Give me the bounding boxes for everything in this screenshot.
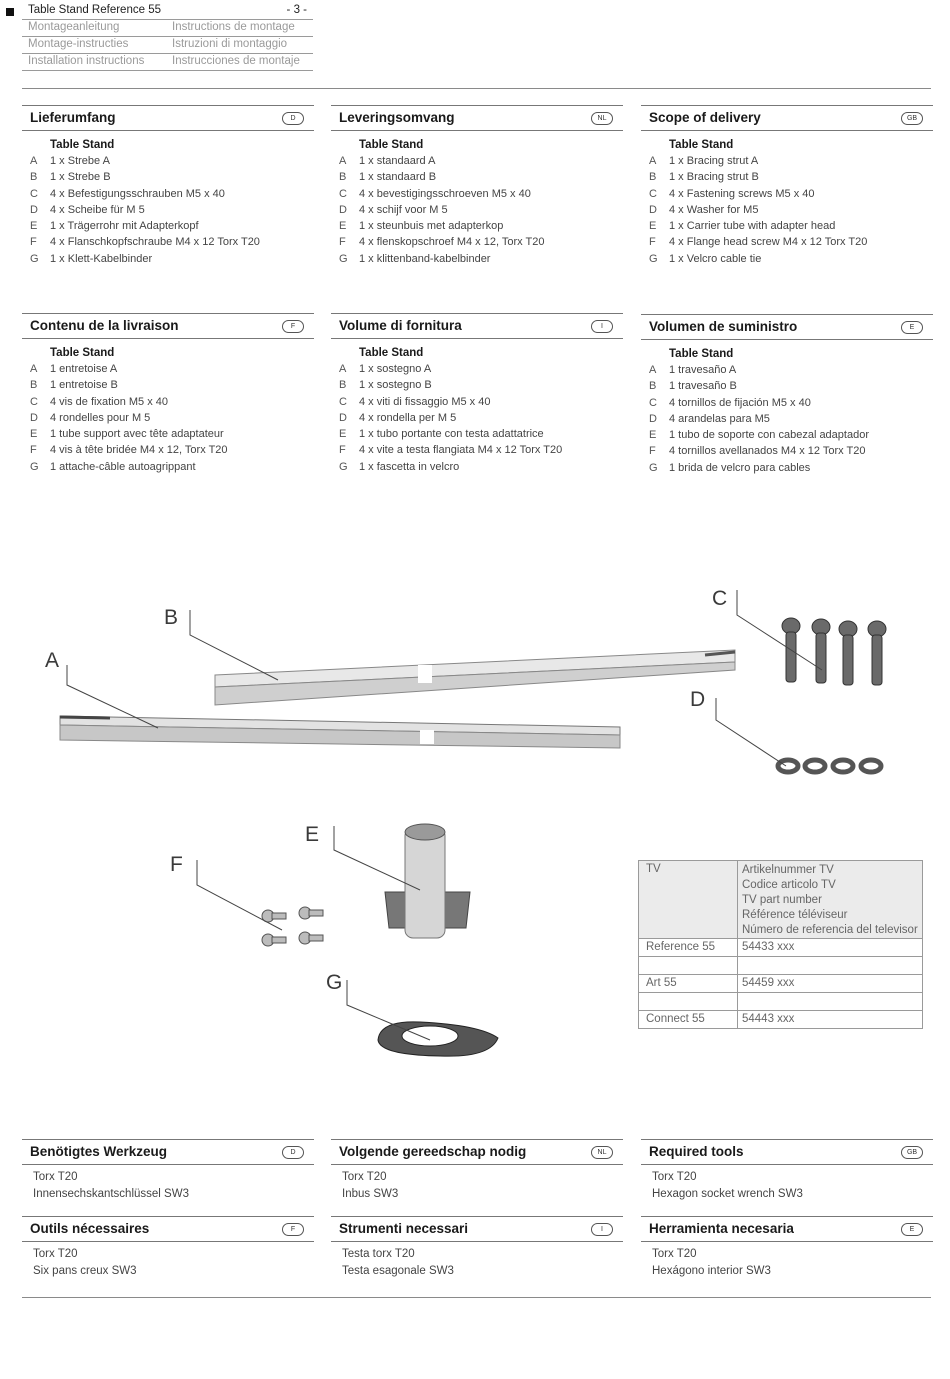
item-text: 4 x flenskopschroef M4 x 12, Torx T20 xyxy=(359,236,545,249)
item-text: 4 x Flange head screw M4 x 12 Torx T20 xyxy=(669,236,868,249)
tools-section xyxy=(641,1139,933,1202)
divider xyxy=(22,88,931,89)
item-text: 1 x fascetta in velcro xyxy=(359,460,460,473)
item-text: 4 x Fastening screws M5 x 40 xyxy=(669,187,815,200)
list-item xyxy=(641,218,933,234)
language-badge: E xyxy=(901,321,923,334)
section-title: Lieferumfang xyxy=(30,110,116,125)
item-text: 4 tornillos de fijación M5 x 40 xyxy=(669,396,811,409)
item-letter: D xyxy=(649,412,657,425)
list-item xyxy=(331,153,623,169)
table-row xyxy=(639,992,922,1010)
tool-line: Six pans creux SW3 xyxy=(33,1264,137,1277)
item-letter: C xyxy=(339,395,347,408)
item-text: 1 x standaard A xyxy=(359,155,436,167)
item-letter: D xyxy=(649,203,657,216)
strut-a-drawing xyxy=(60,716,620,748)
list-item xyxy=(331,218,623,234)
item-text: 1 travesaño B xyxy=(669,380,737,393)
language-badge: GB xyxy=(901,112,923,125)
table-cell-partnumber: 54459 xxx xyxy=(742,977,795,989)
section-header xyxy=(22,105,314,131)
header-lang-label: Montageanleitung xyxy=(28,21,120,33)
item-letter: A xyxy=(649,364,657,376)
list-item xyxy=(22,394,314,410)
section-header xyxy=(22,313,314,339)
section-header xyxy=(331,1139,623,1165)
list-item xyxy=(641,202,933,218)
item-letter: F xyxy=(30,236,37,249)
header-lang-label: Istruzioni di montaggio xyxy=(172,38,288,50)
item-text: 4 x Befestigungsschrauben M5 x 40 xyxy=(50,187,225,200)
section-title: Benötigtes Werkzeug xyxy=(30,1144,168,1159)
item-letter: G xyxy=(30,252,39,265)
washers-d-drawing xyxy=(778,760,881,772)
table-header-label: Artikelnummer TV xyxy=(742,864,834,876)
item-letter: B xyxy=(649,380,657,393)
item-text: 1 travesaño A xyxy=(669,364,737,376)
list-item xyxy=(331,234,623,250)
item-letter: G xyxy=(649,252,658,265)
list-item xyxy=(331,251,623,267)
language-badge: GB xyxy=(901,1146,923,1159)
list-item xyxy=(22,153,314,169)
item-letter: C xyxy=(339,187,347,200)
item-letter: G xyxy=(339,252,348,265)
list-item xyxy=(641,251,933,267)
item-text: 4 x bevestigingsschroeven M5 x 40 xyxy=(359,187,531,200)
table-cell-model: Art 55 xyxy=(646,977,677,989)
figure-label-c: C xyxy=(712,587,728,610)
section-header xyxy=(331,313,623,339)
tool-line: Torx T20 xyxy=(652,1248,697,1260)
item-text: 1 x Velcro cable tie xyxy=(669,252,762,265)
section-subtitle: Table Stand xyxy=(50,139,115,151)
language-badge: D xyxy=(282,1146,304,1159)
figure-label-a: A xyxy=(45,649,60,672)
table-row xyxy=(639,974,922,992)
item-text: 4 x viti di fissaggio M5 x 40 xyxy=(359,395,491,408)
item-letter: F xyxy=(339,444,346,457)
language-badge: I xyxy=(591,1223,613,1236)
tools-section xyxy=(331,1216,623,1279)
section-title: Strumenti necessari xyxy=(339,1221,469,1236)
item-letter: B xyxy=(30,171,38,184)
section-title: Leveringsomvang xyxy=(339,110,455,125)
item-text: 1 x Strebe B xyxy=(50,171,111,184)
list-item xyxy=(641,460,933,476)
item-letter: D xyxy=(339,411,347,424)
list-item xyxy=(22,459,314,475)
tools-section xyxy=(331,1139,623,1202)
item-letter: F xyxy=(339,236,346,249)
delivery-section xyxy=(22,105,314,267)
item-text: 4 vis de fixation M5 x 40 xyxy=(50,395,169,408)
item-letter: C xyxy=(30,395,38,408)
item-letter: A xyxy=(30,363,38,375)
table-header-label: Codice articolo TV xyxy=(742,879,836,891)
section-header xyxy=(641,105,933,131)
item-text: 1 tubo de soporte con cabezal adaptador xyxy=(669,429,869,442)
tool-line: Torx T20 xyxy=(33,1171,78,1183)
item-letter: E xyxy=(339,428,347,441)
item-text: 1 x tubo portante con testa adattatrice xyxy=(359,428,544,441)
figure-label-b: B xyxy=(164,606,179,629)
list-item xyxy=(22,410,314,426)
item-letter: A xyxy=(339,155,347,167)
section-header xyxy=(641,314,933,340)
table-row xyxy=(639,956,922,974)
language-badge: D xyxy=(282,112,304,125)
document-header xyxy=(22,3,313,71)
list-item xyxy=(641,443,933,459)
figure-label-e: E xyxy=(305,823,320,846)
strut-b-drawing xyxy=(215,650,735,705)
list-item xyxy=(22,186,314,202)
item-letter: B xyxy=(30,379,38,392)
figure-label-g: G xyxy=(326,971,343,994)
item-text: 1 x Klett-Kabelbinder xyxy=(50,252,153,265)
item-text: 4 vis à tête bridée M4 x 12, Torx T20 xyxy=(50,444,228,457)
table-row xyxy=(639,1010,922,1028)
item-letter: E xyxy=(339,220,347,233)
item-text: 1 tube support avec tête adaptateur xyxy=(50,428,224,441)
item-text: 4 x schijf voor M 5 xyxy=(359,203,448,216)
table-row xyxy=(639,938,922,956)
tool-line: Innensechskantschlüssel SW3 xyxy=(33,1187,189,1200)
item-text: 1 x Trägerrohr mit Adapterkopf xyxy=(50,220,199,233)
language-badge: F xyxy=(282,1223,304,1236)
item-letter: G xyxy=(339,460,348,473)
document-title: Table Stand Reference 55 xyxy=(28,4,161,16)
tool-line: Torx T20 xyxy=(342,1171,387,1183)
item-text: 1 entretoise B xyxy=(50,379,118,392)
list-item xyxy=(22,377,314,393)
table-header-label: Référence téléviseur xyxy=(742,909,848,921)
list-item xyxy=(22,426,314,442)
item-text: 4 x Washer for M5 xyxy=(669,203,759,216)
section-header xyxy=(331,105,623,131)
tools-section xyxy=(641,1216,933,1279)
item-letter: D xyxy=(339,203,347,216)
table-header-label: Número de referencia del televisor xyxy=(742,924,918,936)
item-letter: E xyxy=(649,429,657,442)
table-header-tv: TV xyxy=(646,863,661,875)
item-letter: C xyxy=(30,187,38,200)
list-item xyxy=(641,362,933,378)
item-letter: F xyxy=(30,444,37,457)
figure-label-d: D xyxy=(690,688,706,711)
delivery-section xyxy=(331,105,623,267)
list-item xyxy=(641,234,933,250)
item-letter: F xyxy=(649,445,656,458)
screws-c-drawing xyxy=(782,618,886,685)
tool-line: Testa esagonale SW3 xyxy=(342,1264,454,1277)
item-text: 4 x rondella per M 5 xyxy=(359,411,457,424)
list-item xyxy=(641,411,933,427)
list-item xyxy=(331,202,623,218)
list-item xyxy=(22,361,314,377)
list-item xyxy=(641,169,933,185)
section-header xyxy=(22,1216,314,1242)
list-item xyxy=(22,202,314,218)
language-badge: E xyxy=(901,1223,923,1236)
item-letter: F xyxy=(649,236,656,249)
item-text: 1 x Carrier tube with adapter head xyxy=(669,220,836,233)
item-letter: B xyxy=(339,379,347,392)
item-letter: G xyxy=(649,461,658,474)
item-letter: C xyxy=(649,396,657,409)
list-item xyxy=(641,427,933,443)
item-letter: D xyxy=(30,411,38,424)
section-header xyxy=(641,1139,933,1165)
item-letter: B xyxy=(339,171,347,184)
list-item xyxy=(22,442,314,458)
tube-e-drawing xyxy=(385,824,470,938)
delivery-section xyxy=(331,313,623,475)
tool-line: Testa torx T20 xyxy=(342,1248,415,1260)
list-item xyxy=(331,377,623,393)
table-cell-partnumber: 54443 xxx xyxy=(742,1013,795,1025)
item-letter: C xyxy=(649,187,657,200)
table-cell-model: Connect 55 xyxy=(646,1013,705,1025)
list-item xyxy=(641,395,933,411)
item-text: 1 x klittenband-kabelbinder xyxy=(359,252,491,265)
list-item xyxy=(22,234,314,250)
list-item xyxy=(641,186,933,202)
table-cell-partnumber: 54433 xxx xyxy=(742,941,795,953)
item-letter: A xyxy=(339,363,347,375)
language-badge: NL xyxy=(591,1146,613,1159)
figure-label-f: F xyxy=(170,853,183,876)
language-badge: NL xyxy=(591,112,613,125)
section-subtitle: Table Stand xyxy=(669,348,734,360)
tools-section xyxy=(22,1139,314,1202)
item-letter: D xyxy=(30,203,38,216)
header-lang-label: Installation instructions xyxy=(28,55,145,67)
item-text: 4 x Scheibe für M 5 xyxy=(50,203,145,216)
section-title: Outils nécessaires xyxy=(30,1221,150,1236)
section-header xyxy=(331,1216,623,1242)
section-header xyxy=(22,1139,314,1165)
item-letter: A xyxy=(649,155,657,167)
header-lang-label: Instructions de montage xyxy=(172,21,295,33)
item-text: 1 attache-câble autoagrippant xyxy=(50,460,196,473)
item-text: 1 x Bracing strut A xyxy=(669,155,759,167)
velcro-g-drawing xyxy=(378,1022,498,1056)
item-text: 1 x Strebe A xyxy=(50,155,110,167)
list-item xyxy=(331,426,623,442)
list-item xyxy=(641,378,933,394)
tv-part-number-table xyxy=(638,860,923,1029)
item-letter: E xyxy=(30,428,38,441)
list-item xyxy=(641,153,933,169)
header-lang-label: Instrucciones de montaje xyxy=(172,55,300,67)
list-item xyxy=(331,410,623,426)
language-badge: I xyxy=(591,320,613,333)
tool-line: Hexagon socket wrench SW3 xyxy=(652,1187,803,1200)
section-title: Required tools xyxy=(649,1144,744,1159)
section-title: Volgende gereedschap nodig xyxy=(339,1144,527,1159)
tool-line: Inbus SW3 xyxy=(342,1187,399,1200)
section-subtitle: Table Stand xyxy=(359,347,424,359)
table-cell-model: Reference 55 xyxy=(646,941,716,953)
item-text: 4 arandelas para M5 xyxy=(669,412,770,425)
list-item xyxy=(331,186,623,202)
header-bullet xyxy=(6,8,14,16)
item-text: 4 rondelles pour M 5 xyxy=(50,411,151,424)
tool-line: Torx T20 xyxy=(33,1248,78,1260)
section-title: Herramienta necesaria xyxy=(649,1221,794,1236)
section-title: Volumen de suministro xyxy=(649,319,798,334)
section-subtitle: Table Stand xyxy=(669,139,734,151)
section-subtitle: Table Stand xyxy=(50,347,115,359)
header-lang-label: Montage-instructies xyxy=(28,38,129,50)
list-item xyxy=(331,361,623,377)
item-text: 4 x vite a testa flangiata M4 x 12 Torx T20 xyxy=(359,444,563,457)
item-letter: B xyxy=(649,171,657,184)
tool-line: Torx T20 xyxy=(652,1171,697,1183)
item-letter: E xyxy=(649,220,657,233)
item-text: 1 x steunbuis met adapterkop xyxy=(359,220,504,233)
list-item xyxy=(331,169,623,185)
item-letter: G xyxy=(30,460,39,473)
section-title: Scope of delivery xyxy=(649,110,761,125)
item-text: 1 entretoise A xyxy=(50,363,118,375)
item-text: 1 x sostegno B xyxy=(359,379,432,392)
delivery-section xyxy=(22,313,314,475)
item-text: 4 x Flanschkopfschraube M4 x 12 Torx T20 xyxy=(50,236,260,249)
list-item xyxy=(22,251,314,267)
item-letter: A xyxy=(30,155,38,167)
list-item xyxy=(331,442,623,458)
tool-line: Hexágono interior SW3 xyxy=(652,1264,771,1277)
screws-f-drawing xyxy=(262,907,323,946)
tools-section xyxy=(22,1216,314,1279)
section-subtitle: Table Stand xyxy=(359,139,424,151)
table-header-label: TV part number xyxy=(742,894,822,906)
page-number: - 3 - xyxy=(286,4,307,16)
section-title: Volume di fornitura xyxy=(339,318,462,333)
divider xyxy=(22,1297,931,1298)
item-text: 1 brida de velcro para cables xyxy=(669,461,811,474)
item-text: 4 tornillos avellanados M4 x 12 Torx T20 xyxy=(669,445,866,458)
list-item xyxy=(331,394,623,410)
list-item xyxy=(22,218,314,234)
delivery-section xyxy=(641,105,933,267)
delivery-section xyxy=(641,314,933,476)
section-header xyxy=(641,1216,933,1242)
table-header-row xyxy=(639,861,922,938)
item-text: 1 x sostegno A xyxy=(359,363,432,375)
item-text: 1 x standaard B xyxy=(359,171,437,184)
section-title: Contenu de la livraison xyxy=(30,318,179,333)
item-letter: E xyxy=(30,220,38,233)
list-item xyxy=(22,169,314,185)
language-badge: F xyxy=(282,320,304,333)
list-item xyxy=(331,459,623,475)
item-text: 1 x Bracing strut B xyxy=(669,171,759,184)
